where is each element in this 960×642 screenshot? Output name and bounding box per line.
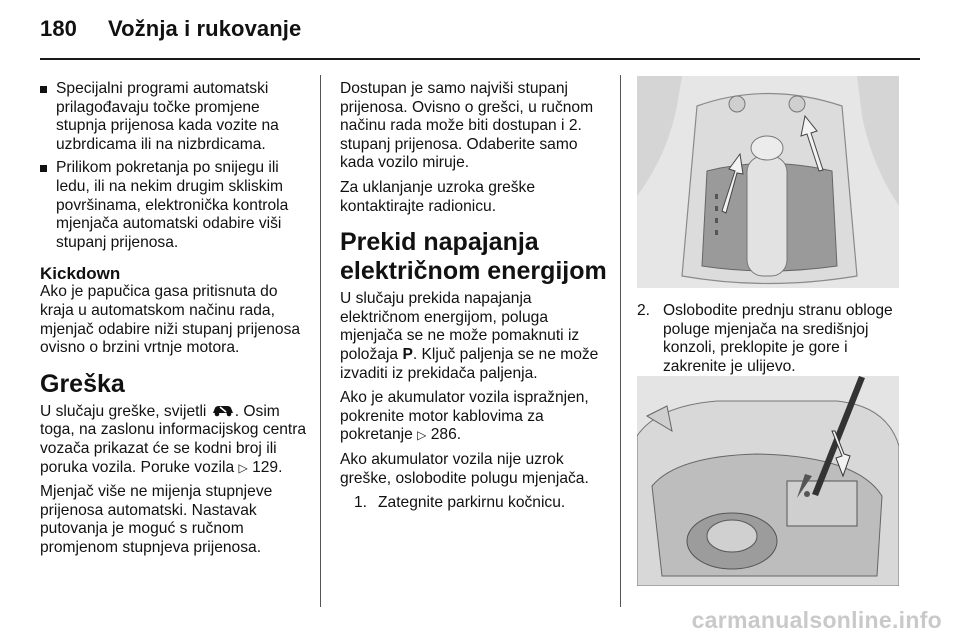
page-header (40, 16, 301, 42)
step-2: 2. Oslobodite prednju stranu obloge poluge mjenjača na središnjoj konzoli, preklopite je gore i zakrenite je ulijevo. (637, 302, 893, 375)
console-cover-figure (637, 376, 899, 586)
step-1: 1. Zategnite parkirnu kočnicu. (354, 494, 566, 512)
paragraph: Dostupan je samo najviši stupanj prijenosa. Ovisno o grešci, u ručnom načinu rada može biti dostupan i 2. stupanj prijenosa. Odaberite samo kada vozilo miruje. (340, 80, 594, 172)
bullet-item: Specijalni programi automatski prilagođavaju točke promjene stupnja prijenosa kada vozite na uzbrdicama ili na nizbrdicama. (40, 80, 308, 154)
cross-reference-arrow-icon: ▷ (238, 460, 248, 475)
column-divider-2 (620, 75, 621, 607)
kickdown-text: Ako je papučica gasa pritisnuta do kraja u automatskom načinu rada, mjenjač odabire niži stupanj prijenosa ovisno o brzini vrtnje motora. (40, 283, 301, 357)
paragraph: U slučaju prekida napajanja električnom energijom, poluga mjenjača se ne može pomaknuti iz položaja P. Ključ paljenja se ne može izvaditi iz prekidača paljenja. (340, 290, 599, 382)
column-2 (340, 80, 608, 513)
bullet-square-icon (40, 86, 47, 93)
paragraph: Ako akumulator vozila nije uzrok greške, oslobodite polugu mjenjača. (340, 450, 589, 487)
paragraph: Ako je akumulator vozila ispražnjen, pokrenite motor kablovima za pokretanje ▷ 286. (340, 389, 589, 444)
bullet-square-icon (40, 165, 47, 172)
header-rule (40, 58, 920, 60)
car-wrench-warning-icon (211, 403, 235, 417)
greska-paragraph-1: U slučaju greške, svijetli . Osim toga, na zaslonu informacijskog centra vozača prikazat će se kodni broj ili poruka vozila. Poruke vozila ▷ 129. (40, 402, 307, 476)
greska-paragraph-2: Mjenjač više ne mijenja stupnjeve prijenosa automatski. Nastavak putovanja je moguć s ručnom promjenom stupnjeva prijenosa. (40, 483, 273, 556)
watermark: carmanualsonline.info (691, 607, 942, 633)
prekid-heading: Prekid napajanja električnom energijom (340, 228, 607, 286)
gear-lever-illustration (637, 76, 899, 288)
column-3-text (637, 302, 905, 376)
column-divider-1 (320, 75, 321, 607)
console-cover-illustration (637, 376, 899, 586)
paragraph: Za uklanjanje uzroka greške kontaktirajte radionicu. (340, 178, 536, 215)
page-number: 180 (40, 16, 78, 41)
greska-heading: Greška (40, 369, 125, 398)
page-title: Vožnja i rukovanje (108, 16, 302, 41)
column-1 (40, 80, 308, 563)
bullet-item: Prilikom pokretanja po snijegu ili ledu, ili na nekim drugim skliskim površinama, elektronička kontrola mjenjača automatski odabire viši stupanj prijenosa. (40, 159, 308, 252)
kickdown-heading: Kickdown (40, 264, 121, 284)
cross-reference-arrow-icon: ▷ (417, 428, 427, 443)
gear-lever-figure (637, 76, 899, 288)
